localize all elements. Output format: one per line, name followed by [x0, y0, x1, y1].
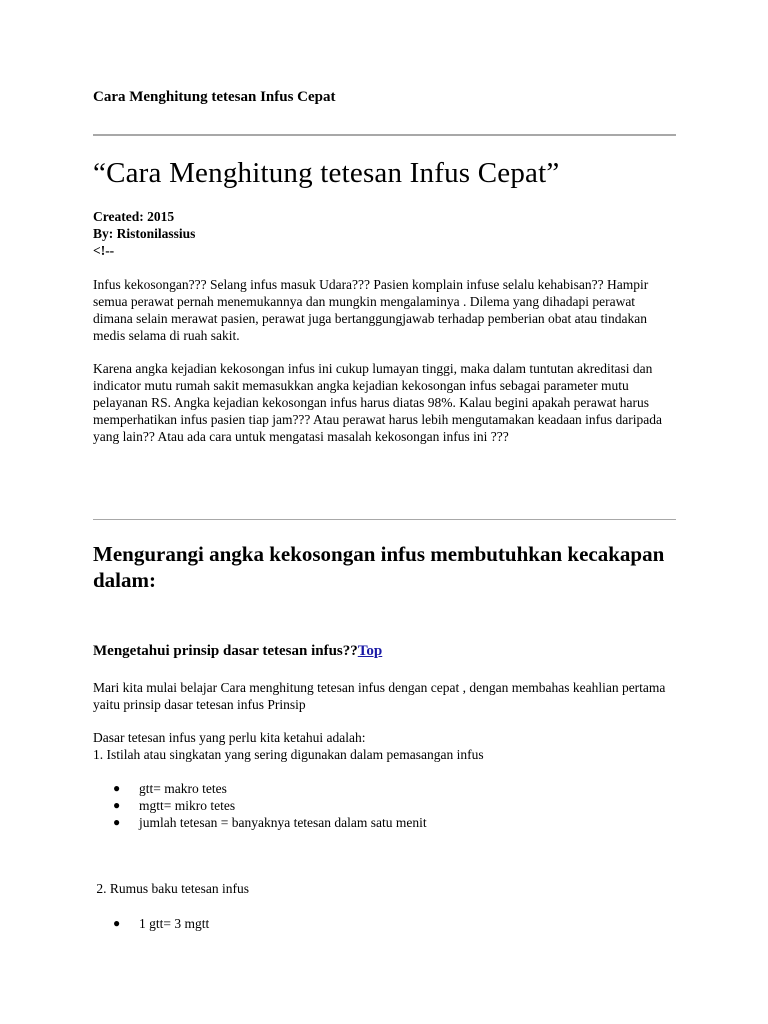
document-small-title: Cara Menghitung tetesan Infus Cepat — [93, 89, 336, 105]
terms-list — [93, 780, 427, 831]
author-line: By: Ristonilassius — [93, 226, 196, 241]
list-item: ● gtt= makro tetes — [113, 781, 227, 796]
subsection-heading — [93, 643, 382, 660]
top-divider — [93, 134, 676, 136]
created-date: Created: 2015 — [93, 209, 175, 224]
comment-marker: <!-- — [93, 243, 115, 258]
subsection-heading-text: Mengetahui prinsip dasar tetesan infus?? — [93, 643, 358, 659]
document-meta — [93, 208, 195, 259]
bullet-icon: ● — [113, 781, 121, 795]
list-item: ● jumlah tetesan = banyaknya tetesan dalam satu menit — [113, 815, 427, 830]
bullet-icon: ● — [113, 916, 121, 930]
intro-paragraph: Infus kekosongan??? Selang infus masuk Udara??? Pasien komplain infuse selalu kehabisan?? Hampir semua perawat pernah menemukannya dan mungkin mengalaminya . Dilema yang dihadapi perawat dimana selain merawat pasien, perawat juga bertanggungjawab terhadap pemberian obat atau tindakan medis selama di ruah sakit. — [93, 277, 649, 343]
point-2-line: 2. Rumus baku tetesan infus — [93, 881, 249, 896]
section-divider — [93, 519, 676, 520]
formula-list — [93, 915, 209, 932]
basics-line: Dasar tetesan infus yang perlu kita ketahui adalah: — [93, 730, 366, 745]
point-1-line: 1. Istilah atau singkatan yang sering digunakan dalam pemasangan infus — [93, 747, 484, 762]
list-item: ● 1 gtt= 3 mgtt — [113, 916, 210, 931]
top-link[interactable]: Top — [357, 643, 383, 659]
list-item: ● mgtt= mikro tetes — [113, 798, 236, 813]
document-main-title: “Cara Menghitung tetesan Infus Cepat” — [93, 157, 560, 189]
section-heading: Mengurangi angka kekosongan infus membutuhkan kecakapan dalam: — [93, 542, 665, 592]
principles-intro-paragraph: Mari kita mulai belajar Cara menghitung tetesan infus dengan cepat , dengan membahas keahlian pertama yaitu prinsip dasar tetesan infus Prinsip — [93, 680, 666, 712]
basics-block — [93, 729, 676, 763]
second-paragraph: Karena angka kejadian kekosongan infus ini cukup lumayan tinggi, maka dalam tuntutan akreditasi dan indicator mutu rumah sakit memasukkan angka kejadian kekosongan infus sebagai parameter mutu pelayanan RS. Angka kejadian kekosongan infus harus diatas 98%. Kalau begini apakah perawat harus memperhatikan infus pasien tiap jam??? Atau perawat harus lebih mengutamakan keadaan infus daripada yang lain?? Atau ada cara untuk mengatasi masalah kekosongan infus ini ??? — [93, 361, 663, 444]
bullet-icon: ● — [113, 815, 121, 829]
bullet-icon: ● — [113, 798, 121, 812]
